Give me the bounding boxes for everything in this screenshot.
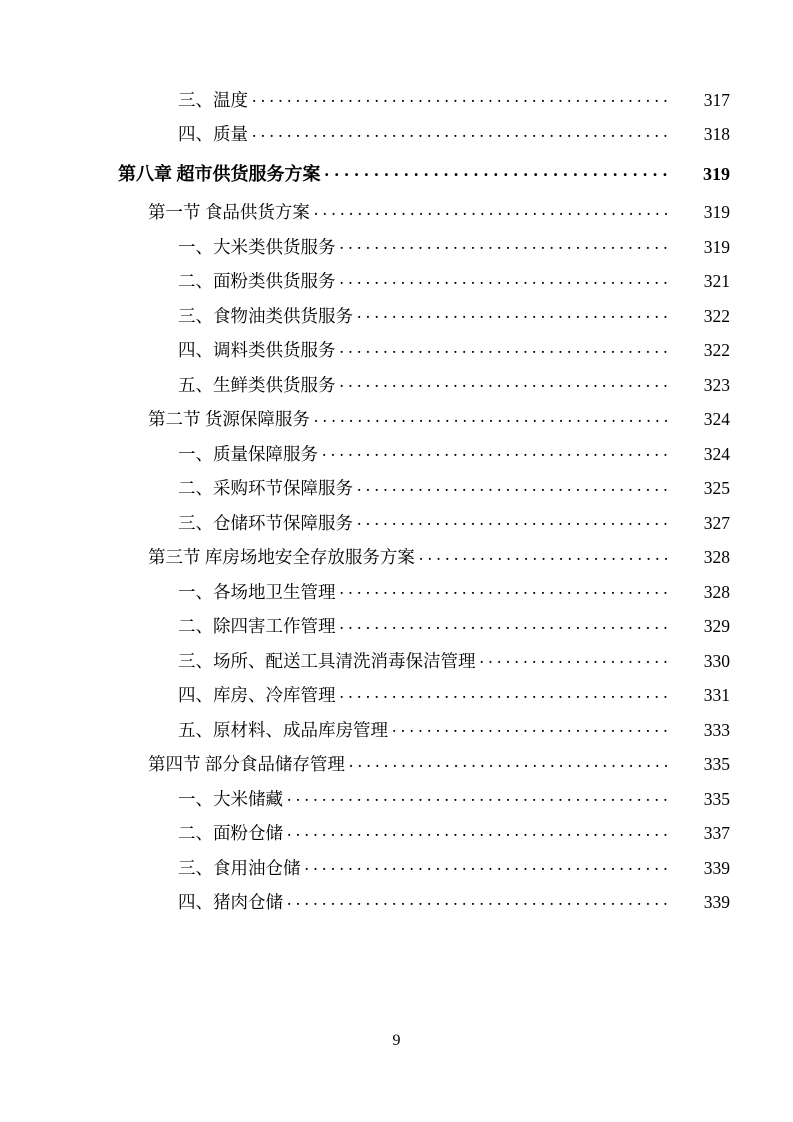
toc-entry-page-number: 322 [703, 340, 730, 360]
toc-entry-label: 三、食物油类供货服务 [178, 305, 353, 326]
toc-entry-page-number: 319 [703, 236, 730, 257]
toc-entry-item[interactable] [0, 88, 793, 109]
toc-entry-page-number: 330 [703, 650, 730, 671]
toc-entry-page-number: 339 [703, 857, 730, 878]
toc-leader-dots [314, 408, 668, 426]
toc-entry-item[interactable] [0, 373, 793, 394]
toc-entry-label: 第三节 库房场地安全存放服务方案 [148, 547, 415, 567]
toc-entry-page-number: 331 [703, 685, 730, 705]
toc-entry-label: 二、面粉仓储 [178, 823, 283, 843]
toc-leader-dots [252, 88, 668, 106]
toc-entry-label: 第八章 超市供货服务方案 [118, 163, 321, 184]
toc-entry-item[interactable] [0, 580, 793, 601]
toc-entry-label: 三、场所、配送工具清洗消毒保洁管理 [178, 650, 476, 671]
toc-entry-item[interactable] [0, 339, 793, 360]
toc-entry-page-number: 328 [703, 547, 730, 567]
toc-entry-page-number: 324 [703, 443, 730, 464]
toc-leader-dots [314, 201, 668, 219]
toc-entry-page-number: 328 [703, 581, 730, 602]
toc-entry-section[interactable] [0, 753, 793, 774]
toc-leader-dots [349, 753, 668, 771]
toc-leader-dots [325, 162, 669, 180]
toc-entry-page-number: 337 [703, 823, 730, 843]
toc-entry-section[interactable] [0, 546, 793, 567]
toc-leader-dots [357, 304, 668, 322]
toc-entry-page-number: 318 [703, 124, 730, 144]
toc-entry-page-number: 323 [703, 374, 730, 395]
toc-entry-page-number: 335 [703, 788, 730, 809]
toc-entry-page-number: 329 [703, 616, 730, 636]
toc-entry-label: 四、猪肉仓储 [178, 892, 283, 912]
toc-entry-label: 第四节 部分食品储存管理 [148, 754, 345, 774]
toc-leader-dots [340, 580, 669, 598]
toc-entry-label: 第一节 食品供货方案 [148, 202, 310, 222]
toc-entry-page-number: 319 [703, 202, 730, 222]
toc-leader-dots [287, 822, 668, 840]
toc-entry-label: 二、采购环节保障服务 [178, 478, 353, 498]
toc-entry-item[interactable] [0, 787, 793, 808]
toc-leader-dots [322, 442, 668, 460]
toc-leader-dots [480, 649, 669, 667]
toc-entry-label: 五、原材料、成品库房管理 [178, 719, 388, 740]
toc-leader-dots [340, 615, 669, 633]
toc-leader-dots [357, 477, 668, 495]
toc-entry-page-number: 333 [703, 719, 730, 740]
toc-leader-dots [305, 856, 669, 874]
toc-entry-page-number: 339 [703, 892, 730, 912]
toc-leader-dots [340, 373, 669, 391]
toc-entry-item[interactable] [0, 270, 793, 291]
toc-leader-dots [340, 684, 669, 702]
toc-entry-label: 一、质量保障服务 [178, 443, 318, 464]
toc-entry-item[interactable] [0, 684, 793, 705]
toc-entry-page-number: 319 [703, 163, 730, 184]
toc-entry-page-number: 322 [703, 305, 730, 326]
toc-entry-page-number: 321 [703, 271, 730, 291]
toc-leader-dots [419, 546, 668, 564]
toc-leader-dots [287, 891, 668, 909]
toc-leader-dots [340, 270, 669, 288]
toc-entry-item[interactable] [0, 822, 793, 843]
toc-entry-label: 二、面粉类供货服务 [178, 271, 336, 291]
toc-entry-label: 五、生鲜类供货服务 [178, 374, 336, 395]
toc-entry-section[interactable] [0, 201, 793, 222]
toc-entry-item[interactable] [0, 615, 793, 636]
toc-entry-item[interactable] [0, 856, 793, 877]
toc-leader-dots [340, 339, 669, 357]
toc-entry-label: 一、各场地卫生管理 [178, 581, 336, 602]
toc-entry-item[interactable] [0, 477, 793, 498]
toc-entry-page-number: 335 [703, 754, 730, 774]
toc-entry-page-number: 327 [703, 512, 730, 533]
toc-entry-label: 三、仓储环节保障服务 [178, 512, 353, 533]
toc-entry-section[interactable] [0, 408, 793, 429]
toc-entry-page-number: 317 [703, 89, 730, 110]
toc-entry-item[interactable] [0, 718, 793, 739]
toc-entry-item[interactable] [0, 891, 793, 912]
toc-leader-dots [252, 123, 668, 141]
toc-entry-page-number: 325 [703, 478, 730, 498]
table-of-contents [0, 88, 793, 925]
toc-entry-item[interactable] [0, 235, 793, 256]
toc-entry-label: 四、调料类供货服务 [178, 340, 336, 360]
toc-entry-label: 四、质量 [178, 124, 248, 144]
toc-entry-label: 一、大米储藏 [178, 788, 283, 809]
toc-entry-label: 四、库房、冷库管理 [178, 685, 336, 705]
toc-leader-dots [287, 787, 668, 805]
page-number: 9 [392, 1032, 401, 1049]
toc-entry-label: 三、温度 [178, 89, 248, 110]
toc-entry-label: 三、食用油仓储 [178, 857, 301, 878]
toc-entry-item[interactable] [0, 442, 793, 463]
toc-entry-item[interactable] [0, 649, 793, 670]
toc-leader-dots [357, 511, 668, 529]
toc-entry-label: 一、大米类供货服务 [178, 236, 336, 257]
toc-entry-label: 第二节 货源保障服务 [148, 409, 310, 429]
toc-entry-item[interactable] [0, 304, 793, 325]
toc-leader-dots [392, 718, 668, 736]
toc-entry-chapter[interactable] [0, 162, 793, 183]
toc-entry-item[interactable] [0, 123, 793, 144]
toc-entry-item[interactable] [0, 511, 793, 532]
toc-entry-page-number: 324 [703, 409, 730, 429]
toc-leader-dots [340, 235, 669, 253]
toc-entry-label: 二、除四害工作管理 [178, 616, 336, 636]
